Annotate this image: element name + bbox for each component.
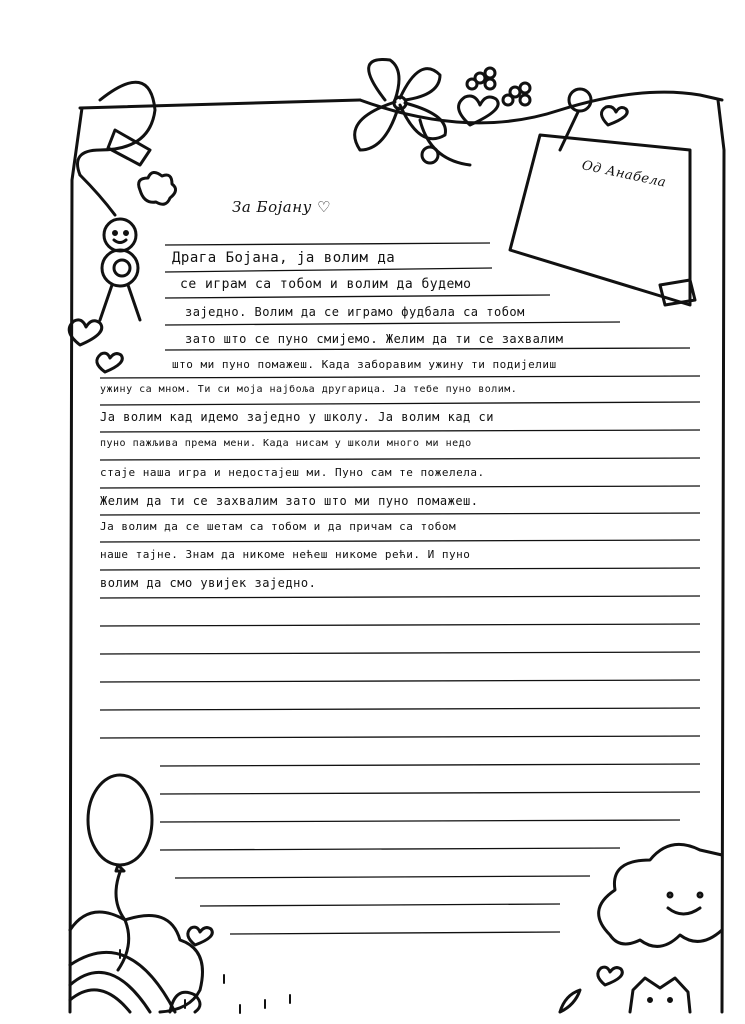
letter-line: зато што се пуно смијемо. Желим да ти се захвалим — [185, 332, 564, 346]
smiling-cloud-icon — [599, 844, 722, 946]
small-flower-icon — [503, 83, 530, 105]
letter-line: Ја волим да се шетам са тобом и да причам са тобом — [100, 520, 457, 533]
heart-icon — [598, 967, 622, 985]
heart-icon — [601, 107, 627, 125]
leaf-sprout — [560, 990, 580, 1012]
border-right — [718, 100, 724, 1012]
heart-icon — [97, 353, 122, 372]
balloon-icon — [88, 775, 152, 970]
flower-icon — [355, 60, 470, 166]
letter-line: Драга Бојана, ја волим да — [172, 250, 396, 266]
border-top — [80, 100, 360, 108]
letter-line: пуно пажљива према мени. Када нисам у школи много ми недо — [100, 438, 472, 449]
letter-line: волим да смо увијек заједно. — [100, 576, 317, 590]
heart-icon — [188, 927, 212, 945]
cat-icon — [630, 978, 690, 1012]
letter-line: што ми пуно помажеш. Када заборавим ужину ти подијелиш — [172, 358, 557, 371]
letter-line: заједно. Волим да се играмо фудбала са тобом — [185, 305, 525, 319]
heart-icon — [459, 96, 499, 125]
letter-sender: Од Анабела — [580, 158, 668, 191]
cloud-flower-icon — [139, 172, 176, 204]
small-flower-icon — [467, 68, 495, 89]
border-left — [70, 108, 82, 1012]
heart-icon — [69, 320, 102, 345]
letter-line: Ја волим кад идемо заједно у школу. Ја волим кад си — [100, 410, 494, 424]
letter-line: наше тајне. Знам да никоме нећеш никоме рећи. И пуно — [100, 548, 471, 561]
note-card — [510, 135, 690, 305]
letter-line: се играм са тобом и волим да будемо — [180, 277, 472, 292]
letter-recipient: За Бојану ♡ — [232, 198, 332, 216]
doll-figure — [80, 175, 140, 320]
letter-line: стаје наша игра и недостајеш ми. Пуно сам те пожелела. — [100, 466, 485, 479]
letter-line: ужину са мном. Ти си моја најбоља другарица. Ја тебе пуно волим. — [100, 384, 518, 395]
letter-line: Желим да ти се захвалим зато што ми пуно помажеш. — [100, 494, 479, 508]
